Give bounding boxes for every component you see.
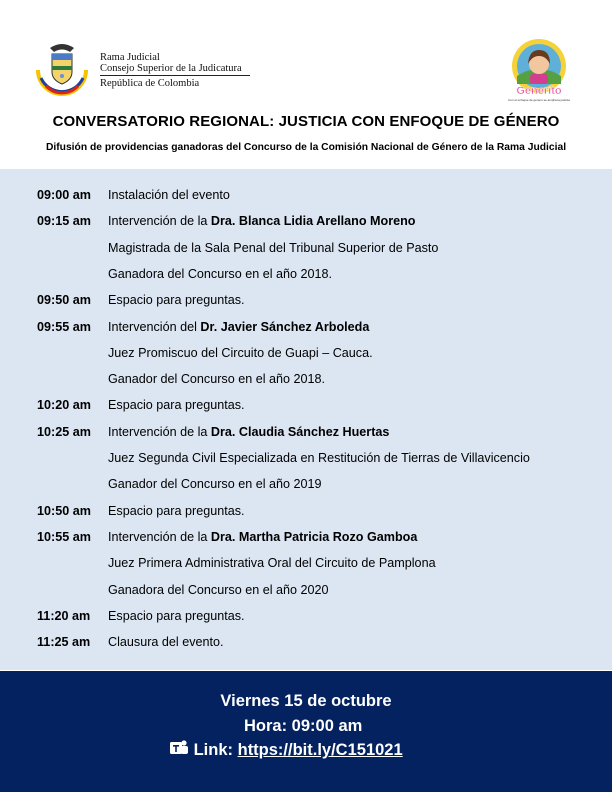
agenda-time: 11:25 am bbox=[37, 635, 91, 650]
agenda-text: Ganador del Concurso en el año 2018. bbox=[108, 372, 326, 387]
agenda-row bbox=[0, 606, 612, 626]
org-line-3: República de Colombia bbox=[100, 78, 200, 89]
agenda-time: 10:25 am bbox=[37, 424, 91, 439]
generito-logo-caption: Con el enfoque de género se amplía la justicia bbox=[508, 98, 570, 102]
agenda-text-prefix: Intervención de la bbox=[108, 424, 211, 439]
agenda-text: Magistrada de la Sala Penal del Tribunal Superior de Pasto bbox=[108, 240, 439, 255]
agenda-text: Ganadora del Concurso en el año 2018. bbox=[108, 266, 333, 281]
org-divider bbox=[100, 75, 250, 76]
org-line-2: Consejo Superior de la Judicatura bbox=[100, 63, 242, 74]
agenda-text: Espacio para preguntas. bbox=[108, 293, 245, 308]
agenda-time: 09:00 am bbox=[37, 188, 91, 202]
agenda-row bbox=[0, 395, 612, 415]
agenda-text: Juez Promiscuo del Circuito de Guapi – Cauca. bbox=[108, 345, 373, 360]
organization-name bbox=[100, 52, 250, 89]
agenda-row bbox=[0, 290, 612, 310]
org-line-1: Rama Judicial bbox=[100, 52, 160, 63]
agenda-row bbox=[0, 501, 612, 521]
agenda-row bbox=[0, 580, 612, 600]
agenda-text: Juez Primera Administrativa Oral del Circuito de Pamplona bbox=[108, 556, 436, 571]
agenda-text: Ganador del Concurso en el año 2019 bbox=[108, 477, 322, 492]
colombia-coat-of-arms-icon bbox=[32, 40, 92, 102]
agenda-row bbox=[0, 632, 612, 652]
agenda-row bbox=[0, 527, 612, 547]
agenda-text-prefix: Intervención de la bbox=[108, 214, 211, 229]
agenda-text bbox=[108, 527, 417, 547]
agenda-text-prefix: Intervención del bbox=[108, 319, 201, 334]
link-label: Link: bbox=[193, 741, 234, 759]
agenda-time: 09:15 am bbox=[37, 214, 91, 229]
agenda-row bbox=[0, 474, 612, 494]
agenda-time: 10:50 am bbox=[37, 503, 91, 518]
agenda-text: Juez Segunda Civil Especializada en Restitución de Tierras de Villavicencio bbox=[108, 451, 530, 465]
agenda-row bbox=[0, 448, 612, 468]
agenda-text bbox=[108, 422, 389, 442]
agenda-row bbox=[0, 238, 612, 258]
header bbox=[0, 0, 612, 110]
agenda-text: Instalación del evento bbox=[108, 188, 230, 202]
agenda-text: Espacio para preguntas. bbox=[108, 608, 245, 623]
agenda-text bbox=[108, 211, 416, 231]
event-hour: Hora: 09:00 am bbox=[244, 717, 363, 735]
teams-icon bbox=[169, 739, 189, 757]
speaker-name: Dr. Javier Sánchez Arboleda bbox=[200, 319, 370, 334]
speaker-name: Dra. Blanca Lidia Arellano Moreno bbox=[210, 214, 416, 229]
agenda-text bbox=[108, 317, 369, 337]
agenda-time: 09:50 am bbox=[37, 293, 91, 308]
agenda-text: Espacio para preguntas. bbox=[108, 398, 245, 413]
page-subtitle: Difusión de providencias ganadoras del Concurso de la Comisión Nacional de Género de la Rama Judicial bbox=[45, 142, 567, 153]
agenda-time: 11:20 am bbox=[37, 608, 91, 623]
event-info-footer bbox=[0, 671, 612, 792]
agenda-text: Clausura del evento. bbox=[108, 635, 224, 650]
agenda-row bbox=[0, 553, 612, 573]
agenda-row bbox=[0, 343, 612, 363]
agenda-row bbox=[0, 185, 612, 205]
generito-logo-icon bbox=[503, 36, 575, 104]
event-link[interactable]: https://bit.ly/C151021 bbox=[237, 741, 403, 759]
agenda-row bbox=[0, 369, 612, 389]
agenda-time: 09:55 am bbox=[37, 319, 91, 334]
event-link-line bbox=[169, 739, 403, 760]
agenda-text-prefix: Intervención de la bbox=[108, 529, 211, 544]
agenda-row bbox=[0, 317, 612, 337]
agenda-text: Espacio para preguntas. bbox=[108, 503, 245, 518]
generito-logo-text: Generito bbox=[516, 85, 562, 97]
agenda-text: Ganadora del Concurso en el año 2020 bbox=[108, 582, 329, 597]
speaker-name: Dra. Claudia Sánchez Huertas bbox=[210, 424, 390, 439]
agenda-time: 10:55 am bbox=[37, 529, 91, 544]
agenda-row bbox=[0, 211, 612, 231]
agenda-row bbox=[0, 422, 612, 442]
agenda-row bbox=[0, 264, 612, 284]
agenda-time: 10:20 am bbox=[37, 398, 91, 413]
speaker-name: Dra. Martha Patricia Rozo Gamboa bbox=[210, 529, 418, 544]
event-date: Viernes 15 de octubre bbox=[220, 692, 392, 710]
page-title: CONVERSATORIO REGIONAL: JUSTICIA CON ENFOQUE DE GÉNERO bbox=[52, 113, 560, 130]
